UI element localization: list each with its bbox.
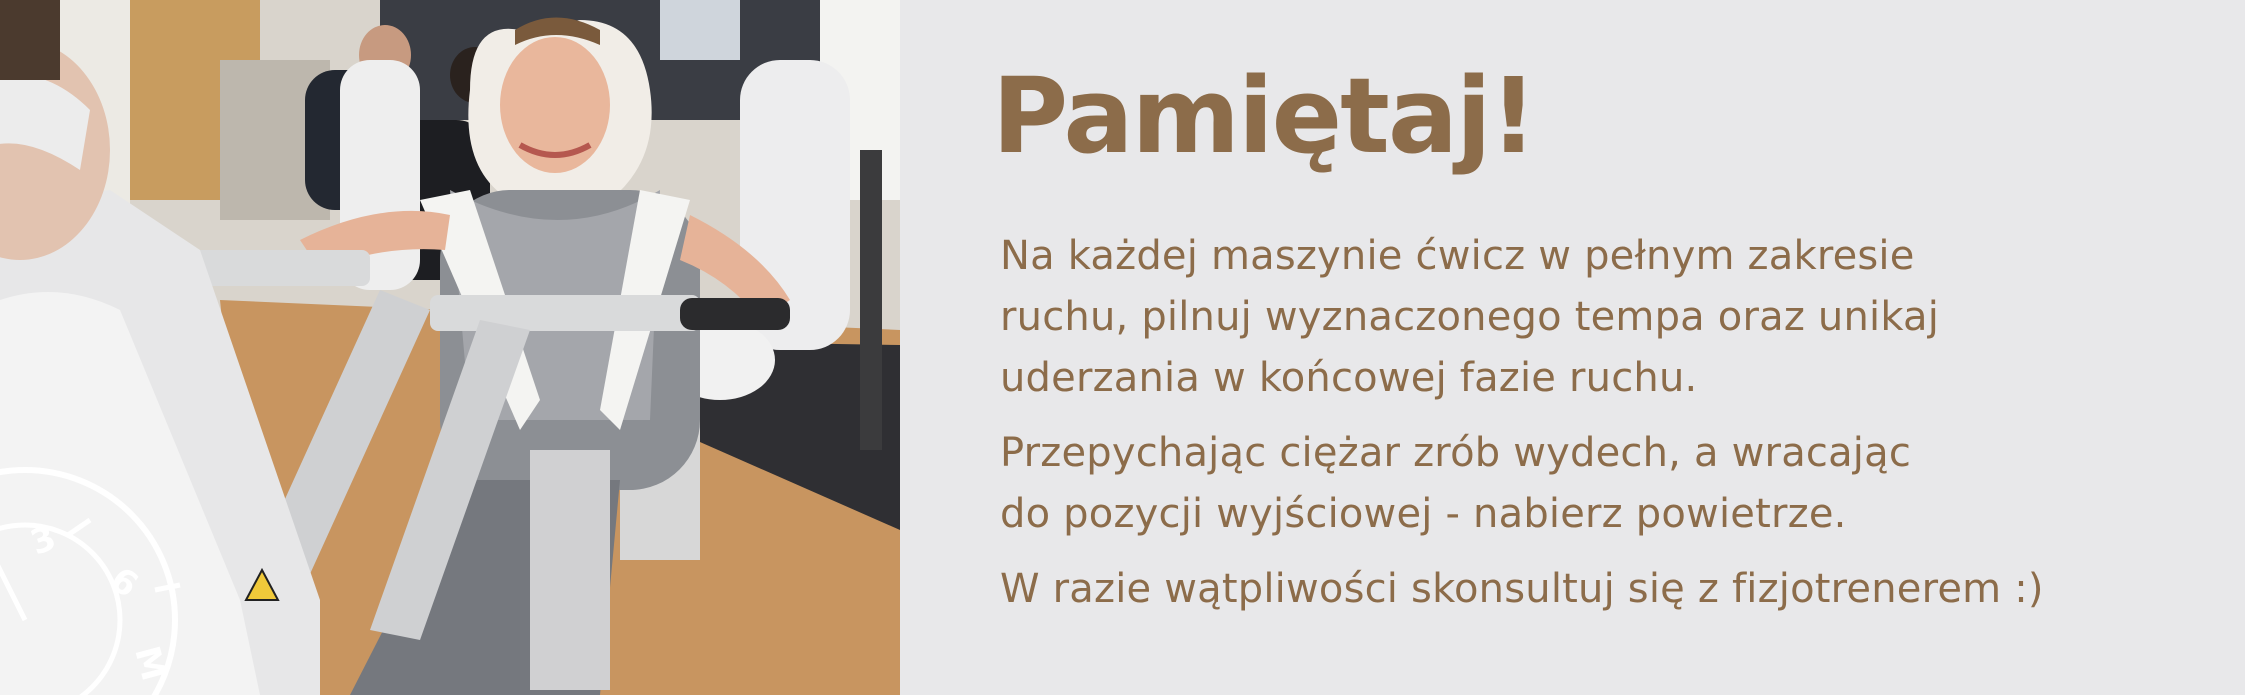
badge-digit-six: 6	[102, 559, 146, 606]
paragraph-line: Na każdej maszynie ćwicz w pełnym zakresie	[1000, 233, 1915, 280]
paragraph-line: do pozycji wyjściowej - nabierz powietrze.	[1000, 491, 1847, 538]
badge-digit-three: 3	[25, 517, 62, 564]
badge-letter-m: M	[126, 641, 174, 686]
gym-photo-illustration	[0, 0, 900, 695]
reminder-heading: Pamiętaj!	[992, 55, 1536, 177]
reminder-paragraph-consult	[1000, 559, 2190, 620]
paragraph-line: uderzania w końcowej fazie ruchu.	[1000, 355, 1698, 402]
gym-photo	[0, 0, 900, 695]
paragraph-line: W razie wątpliwości skonsultuj się z fizjotrenerem :)	[1000, 566, 2044, 613]
reminder-text-panel	[990, 55, 2190, 634]
paragraph-line: ruchu, pilnuj wyznaczonego tempa oraz unikaj	[1000, 294, 1940, 341]
reminder-paragraph-technique	[1000, 226, 2190, 409]
paragraph-line: Przepychając ciężar zrób wydech, a wracając	[1000, 430, 1912, 477]
reminder-paragraph-breathing	[1000, 423, 2190, 545]
